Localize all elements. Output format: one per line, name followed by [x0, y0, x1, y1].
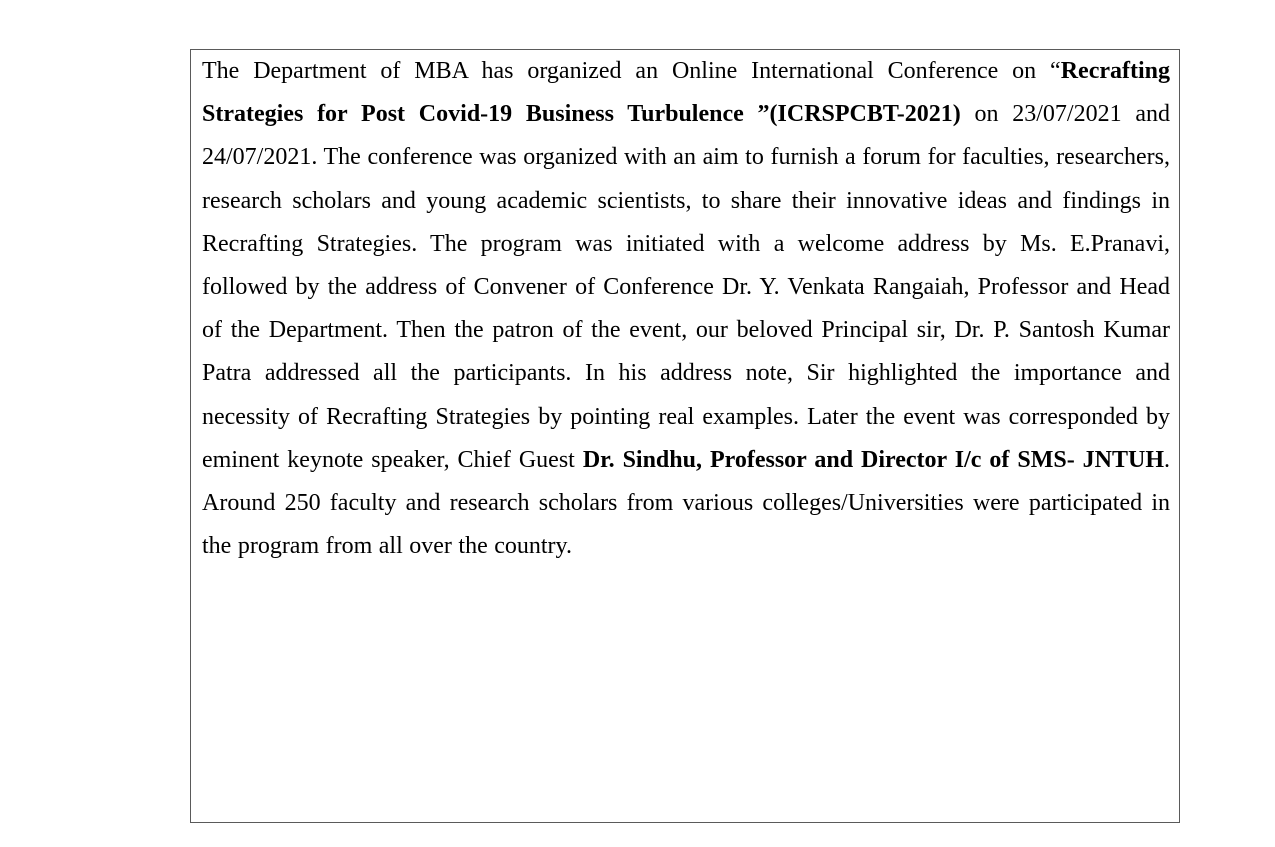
report-closing: . Around 250 faculty and research scholars from various colleges/Universities were participated in the program from all over the country. [202, 446, 1171, 560]
chief-guest-name: Dr. Sindhu, Professor and Director I/c of SMS- JNTUH [582, 446, 1165, 473]
report-paragraph [202, 50, 1170, 568]
conference-title: Recrafting Strategies for Post Covid-19 Business Turbulence ”(ICRSPCBT-2021) [202, 58, 1170, 128]
report-intro: The Department of MBA has organized an Online International Conference on “ [202, 58, 1061, 84]
report-frame [190, 49, 1180, 823]
report-dates-and-aim: on 23/07/2021 and 24/07/2021. The conference was organized with an aim to furnish a forum for faculties, researchers, research scholars and young academic scientists, to share their innovative ideas and findings in Recrafting Strategies. The program was initiated with a welcome address by Ms. E.Pranavi, followed by the address of Convener of Conference Dr. Y. Venkata Rangaiah, Professor and Head of the Department. Then the patron of the event, our beloved Principal sir, Dr. P. Santosh Kumar Patra addressed all the participants. In his address note, Sir highlighted the importance and necessity of Recrafting Strategies by pointing real examples. Later the event was corresponded by eminent keynote speaker, Chief Guest [202, 101, 1170, 473]
